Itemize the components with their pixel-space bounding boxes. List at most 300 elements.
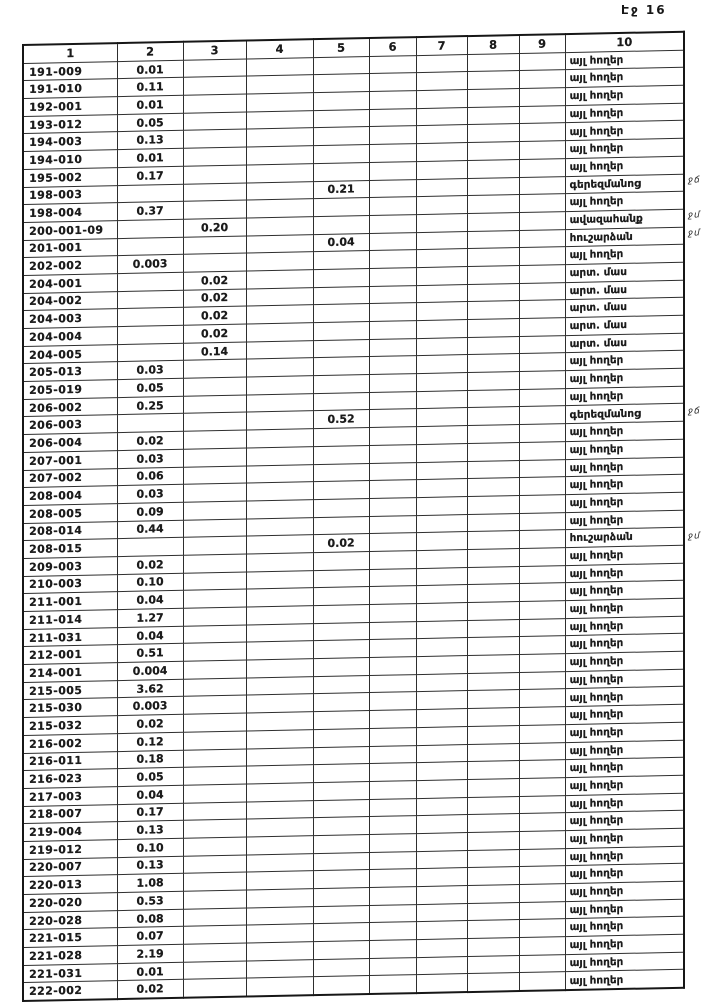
area-col9-cell: [519, 548, 565, 567]
land-type-cell: արտ. մաս: [565, 315, 684, 335]
area-col5-cell: [313, 658, 369, 677]
area-col4-cell: [246, 75, 313, 94]
area-col8-cell: [467, 902, 519, 921]
area-col6-cell: [369, 851, 416, 870]
land-type-cell: այլ հողեր: [565, 421, 684, 441]
page-number: Էջ 16: [621, 3, 667, 17]
area-col6-cell: [369, 374, 416, 393]
area-col6-cell: [369, 497, 416, 516]
area-col8-cell: [467, 159, 519, 178]
area-col5-cell: [313, 392, 369, 411]
column-header-6: 6: [369, 37, 416, 56]
area-col7-cell: [416, 426, 467, 445]
area-col9-cell: [519, 70, 565, 89]
area-col8-cell: [467, 920, 519, 939]
area-col6-cell: [369, 197, 416, 216]
area-col9-cell: [519, 937, 565, 956]
area-col9-cell: [519, 105, 565, 124]
land-type-cell: ավազահանք: [565, 209, 684, 229]
area-col7-cell: [416, 585, 467, 604]
area-col8-cell: [467, 867, 519, 886]
area-col6-cell: [369, 798, 416, 817]
area-col9-cell: [519, 618, 565, 637]
column-header-4: 4: [246, 39, 313, 59]
area-col5-cell: [313, 304, 369, 323]
column-header-5: 5: [313, 38, 369, 57]
area-col5-cell: [313, 746, 369, 765]
area-col6-cell: [369, 816, 416, 835]
area-col7-cell: [416, 620, 467, 639]
parcel-code-cell: 221-031: [23, 963, 117, 983]
parcel-code-cell: 206-004: [23, 433, 117, 453]
area-col9-cell: [519, 459, 565, 478]
area-col7-cell: [416, 373, 467, 392]
area-col2-cell: 0.17: [117, 166, 183, 185]
area-col7-cell: [416, 284, 467, 303]
area-col9-cell: [519, 441, 565, 460]
area-col2-cell: 0.53: [117, 891, 183, 910]
land-type-cell: այլ հողեր: [565, 899, 684, 919]
area-col7-cell: [416, 673, 467, 692]
area-col7-cell: [416, 974, 467, 993]
area-col6-cell: [369, 427, 416, 446]
area-col9-cell: [519, 123, 565, 142]
area-col7-cell: [416, 868, 467, 887]
area-col4-cell: [246, 128, 313, 147]
area-col9-cell: [519, 388, 565, 407]
area-col8-cell: [467, 602, 519, 621]
area-col8-cell: [467, 460, 519, 479]
area-col5-cell: [313, 92, 369, 111]
area-col9-cell: [519, 795, 565, 814]
area-col5-cell: [313, 286, 369, 305]
area-col3-cell: [183, 731, 246, 750]
area-col3-cell: [183, 147, 246, 166]
parcel-code-cell: 221-015: [23, 928, 117, 948]
area-col5-cell: [313, 605, 369, 624]
area-col4-cell: [246, 818, 313, 837]
area-col7-cell: [416, 815, 467, 834]
area-col2-cell: [117, 290, 183, 309]
area-col7-cell: [416, 143, 467, 162]
area-col4-cell: [246, 358, 313, 377]
area-col8-cell: [467, 407, 519, 426]
scanned-table-wrapper: [22, 30, 702, 1002]
area-col3-cell: [183, 660, 246, 679]
area-col5-cell: [313, 127, 369, 146]
area-col8-cell: [467, 283, 519, 302]
area-col7-cell: [416, 125, 467, 144]
area-col3-cell: [183, 536, 246, 555]
area-col6-cell: [369, 356, 416, 375]
area-col9-cell: [519, 742, 565, 761]
area-col3-cell: [183, 183, 246, 202]
area-col2-cell: 0.13: [117, 856, 183, 875]
parcel-code-cell: 200-001-09: [23, 220, 117, 240]
area-col8-cell: [467, 425, 519, 444]
land-type-cell: այլ հողեր: [565, 828, 684, 848]
area-col7-cell: [416, 638, 467, 657]
area-col5-cell: [313, 941, 369, 960]
area-col6-cell: [369, 144, 416, 163]
area-col3-cell: [183, 589, 246, 608]
area-col2-cell: 0.51: [117, 644, 183, 663]
area-col9-cell: [519, 601, 565, 620]
area-col9-cell: [519, 777, 565, 796]
area-col4-cell: [246, 906, 313, 925]
area-col8-cell: [467, 973, 519, 992]
area-col7-cell: [416, 249, 467, 268]
area-col2-cell: [117, 343, 183, 362]
area-col7-cell: [416, 726, 467, 745]
area-col8-cell: [467, 814, 519, 833]
area-col5-cell: [313, 322, 369, 341]
parcel-code-cell: 204-001: [23, 274, 117, 294]
parcel-code-cell: 211-001: [23, 592, 117, 612]
area-col3-cell: [183, 642, 246, 661]
area-col3-cell: [183, 359, 246, 378]
area-col8-cell: [467, 796, 519, 815]
area-col9-cell: [519, 724, 565, 743]
area-col4-cell: [246, 889, 313, 908]
parcel-code-cell: 205-013: [23, 362, 117, 382]
area-col7-cell: [416, 54, 467, 73]
area-col9-cell: [519, 371, 565, 390]
area-col2-cell: 0.05: [117, 378, 183, 397]
area-col4-cell: [246, 588, 313, 607]
parcel-code-cell: 219-004: [23, 822, 117, 842]
area-col4-cell: [246, 252, 313, 271]
area-col6-cell: [369, 940, 416, 959]
area-col6-cell: [369, 303, 416, 322]
area-col5-cell: 0.04: [313, 233, 369, 252]
handwritten-margin-note: ջճ: [688, 174, 701, 186]
area-col7-cell: [416, 939, 467, 958]
area-col4-cell: [246, 641, 313, 660]
area-col6-cell: [369, 533, 416, 552]
area-col6-cell: [369, 480, 416, 499]
area-col9-cell: [519, 813, 565, 832]
area-col9-cell: [519, 477, 565, 496]
parcel-code-cell: 208-014: [23, 521, 117, 541]
area-col7-cell: [416, 267, 467, 286]
area-col2-cell: 0.02: [117, 714, 183, 733]
area-col2-cell: 0.13: [117, 821, 183, 840]
area-col8-cell: [467, 513, 519, 532]
area-col7-cell: [416, 390, 467, 409]
area-col4-cell: [246, 287, 313, 306]
parcel-code-cell: 216-011: [23, 751, 117, 771]
area-col4-cell: [246, 93, 313, 112]
area-col4-cell: [246, 57, 313, 76]
area-col7-cell: [416, 355, 467, 374]
area-col8-cell: [467, 831, 519, 850]
parcel-code-cell: 215-030: [23, 698, 117, 718]
parcel-code-cell: 204-002: [23, 291, 117, 311]
area-col7-cell: [416, 921, 467, 940]
area-col3-cell: [183, 483, 246, 502]
area-col3-cell: [183, 59, 246, 78]
area-col6-cell: [369, 515, 416, 534]
area-col9-cell: [519, 211, 565, 230]
handwritten-margin-note: ջճ: [688, 406, 701, 417]
area-col4-cell: [246, 853, 313, 872]
area-col9-cell: [519, 424, 565, 443]
area-col2-cell: 0.01: [117, 962, 183, 981]
area-col3-cell: [183, 713, 246, 732]
area-col3-cell: [183, 749, 246, 768]
area-col9-cell: [519, 158, 565, 177]
area-col4-cell: [246, 942, 313, 961]
parcel-code-cell: 201-001: [23, 238, 117, 258]
land-type-cell: այլ հողեր: [565, 793, 684, 813]
area-col9-cell: [519, 654, 565, 673]
area-col7-cell: [416, 160, 467, 179]
land-type-cell: այլ հողեր: [565, 581, 684, 601]
area-col7-cell: [416, 196, 467, 215]
area-col9-cell: [519, 848, 565, 867]
area-col2-cell: 0.09: [117, 502, 183, 521]
area-col5-cell: [313, 109, 369, 128]
area-col5-cell: [313, 817, 369, 836]
area-col2-cell: 0.01: [117, 95, 183, 114]
parcel-code-cell: 217-003: [23, 786, 117, 806]
land-type-cell: այլ հողեր: [565, 740, 684, 760]
area-col5-cell: [313, 215, 369, 234]
parcel-code-cell: 195-002: [23, 167, 117, 187]
parcel-code-cell: 218-007: [23, 804, 117, 824]
land-type-cell: այլ հողեր: [565, 439, 684, 459]
parcel-code-cell: 221-028: [23, 946, 117, 966]
area-col4-cell: [246, 800, 313, 819]
area-col5-cell: [313, 852, 369, 871]
area-col9-cell: [519, 406, 565, 425]
area-col4-cell: [246, 464, 313, 483]
area-col5-cell: [313, 162, 369, 181]
area-col4-cell: [246, 871, 313, 890]
area-col3-cell: [183, 430, 246, 449]
area-col4-cell: [246, 694, 313, 713]
area-col5-cell: [313, 834, 369, 853]
area-col7-cell: [416, 656, 467, 675]
area-col4-cell: [246, 340, 313, 359]
land-type-cell: այլ հողեր: [565, 634, 684, 654]
area-col5-cell: [313, 976, 369, 995]
area-col2-cell: 0.01: [117, 148, 183, 167]
parcel-code-cell: 211-014: [23, 610, 117, 630]
area-col7-cell: [416, 567, 467, 586]
area-col7-cell: [416, 213, 467, 232]
area-col5-cell: [313, 498, 369, 517]
area-col8-cell: [467, 955, 519, 974]
area-col8-cell: [467, 230, 519, 249]
area-col4-cell: [246, 482, 313, 501]
parcel-code-cell: 205-019: [23, 380, 117, 400]
area-col3-cell: [183, 94, 246, 113]
area-col9-cell: [519, 300, 565, 319]
area-col2-cell: 0.03: [117, 449, 183, 468]
area-col8-cell: [467, 248, 519, 267]
land-type-cell: այլ հողեր: [565, 598, 684, 618]
area-col6-cell: [369, 674, 416, 693]
parcel-code-cell: 215-005: [23, 680, 117, 700]
area-col3-cell: [183, 695, 246, 714]
handwritten-margin-note: ջմ: [688, 210, 701, 221]
area-col9-cell: [519, 760, 565, 779]
area-col4-cell: [246, 163, 313, 182]
area-col6-cell: [369, 391, 416, 410]
land-type-cell: այլ հողեր: [565, 810, 684, 830]
land-type-cell: այլ հողեր: [565, 917, 684, 937]
area-col6-cell: [369, 657, 416, 676]
area-col2-cell: 0.25: [117, 396, 183, 415]
area-col2-cell: 0.04: [117, 591, 183, 610]
parcel-code-cell: 204-003: [23, 309, 117, 329]
area-col2-cell: 1.08: [117, 874, 183, 893]
parcel-code-cell: 220-007: [23, 857, 117, 877]
parcel-code-cell: 220-020: [23, 893, 117, 913]
area-col7-cell: [416, 886, 467, 905]
area-col6-cell: [369, 250, 416, 269]
area-col5-cell: [313, 958, 369, 977]
area-col8-cell: [467, 212, 519, 231]
area-col4-cell: [246, 217, 313, 236]
area-col3-cell: [183, 129, 246, 148]
area-col7-cell: [416, 107, 467, 126]
area-col6-cell: [369, 869, 416, 888]
area-col8-cell: [467, 690, 519, 709]
area-col7-cell: [416, 691, 467, 710]
area-col3-cell: 0.02: [183, 289, 246, 308]
area-col6-cell: [369, 321, 416, 340]
area-col8-cell: [467, 354, 519, 373]
parcel-code-cell: 210-003: [23, 574, 117, 594]
land-type-cell: այլ հողեր: [565, 616, 684, 636]
area-col9-cell: [519, 176, 565, 195]
area-col5-cell: [313, 145, 369, 164]
land-type-cell: այլ հողեր: [565, 156, 684, 176]
area-col2-cell: 0.10: [117, 573, 183, 592]
area-col8-cell: [467, 725, 519, 744]
area-col9-cell: [519, 919, 565, 938]
area-col7-cell: [416, 779, 467, 798]
land-type-cell: այլ հողեր: [565, 704, 684, 724]
column-header-8: 8: [467, 35, 519, 54]
area-col5-cell: [313, 693, 369, 712]
parcel-code-cell: 191-010: [23, 79, 117, 99]
area-col2-cell: 2.19: [117, 944, 183, 963]
area-col3-cell: [183, 819, 246, 838]
area-col6-cell: [369, 161, 416, 180]
area-col9-cell: [519, 689, 565, 708]
area-col4-cell: [246, 305, 313, 324]
area-col7-cell: [416, 833, 467, 852]
area-col5-cell: [313, 711, 369, 730]
parcel-code-cell: 211-031: [23, 627, 117, 647]
area-col4-cell: [246, 836, 313, 855]
area-col8-cell: [467, 265, 519, 284]
area-col4-cell: [246, 446, 313, 465]
area-col3-cell: 0.20: [183, 218, 246, 237]
area-col2-cell: 0.06: [117, 467, 183, 486]
area-col3-cell: [183, 236, 246, 255]
area-col2-cell: 0.004: [117, 661, 183, 680]
land-type-cell: այլ հողեր: [565, 50, 684, 70]
area-col9-cell: [519, 831, 565, 850]
area-col9-cell: [519, 530, 565, 549]
parcel-code-cell: 219-012: [23, 840, 117, 860]
area-col2-cell: 0.003: [117, 697, 183, 716]
area-col3-cell: [183, 766, 246, 785]
area-col3-cell: [183, 377, 246, 396]
land-type-cell: արտ. մաս: [565, 298, 684, 318]
area-col4-cell: [246, 535, 313, 554]
area-col7-cell: [416, 797, 467, 816]
parcel-code-cell: 209-003: [23, 557, 117, 577]
handwritten-margin-note: ջմ: [688, 530, 701, 542]
land-type-cell: այլ հողեր: [565, 775, 684, 795]
land-type-cell: այլ հողեր: [565, 386, 684, 406]
area-col3-cell: [183, 76, 246, 95]
area-col6-cell: [369, 586, 416, 605]
area-col4-cell: [246, 181, 313, 200]
area-col5-cell: [313, 445, 369, 464]
area-col6-cell: [369, 551, 416, 570]
area-col3-cell: [183, 978, 246, 997]
area-col2-cell: 0.37: [117, 201, 183, 220]
area-col5-cell: [313, 375, 369, 394]
area-col4-cell: [246, 234, 313, 253]
area-col4-cell: [246, 676, 313, 695]
area-col3-cell: [183, 678, 246, 697]
area-col2-cell: 3.62: [117, 679, 183, 698]
area-col9-cell: [519, 707, 565, 726]
area-col3-cell: [183, 908, 246, 927]
area-col7-cell: [416, 956, 467, 975]
column-header-10: 10: [565, 32, 684, 53]
area-col8-cell: [467, 389, 519, 408]
area-col5-cell: [313, 888, 369, 907]
area-col8-cell: [467, 53, 519, 72]
area-col6-cell: [369, 692, 416, 711]
land-type-cell: գերեզմանոց: [565, 174, 684, 194]
area-col3-cell: [183, 200, 246, 219]
area-col6-cell: [369, 745, 416, 764]
area-col9-cell: [519, 335, 565, 354]
area-col4-cell: [246, 729, 313, 748]
area-col2-cell: 0.04: [117, 626, 183, 645]
area-col6-cell: [369, 957, 416, 976]
area-col6-cell: [369, 338, 416, 357]
area-col9-cell: [519, 88, 565, 107]
area-col7-cell: [416, 72, 467, 91]
area-col5-cell: [313, 198, 369, 217]
area-col5-cell: [313, 622, 369, 641]
area-col3-cell: [183, 961, 246, 980]
area-col9-cell: [519, 884, 565, 903]
land-type-cell: այլ հողեր: [565, 492, 684, 512]
area-col4-cell: [246, 429, 313, 448]
area-col8-cell: [467, 761, 519, 780]
area-col7-cell: [416, 532, 467, 551]
area-col3-cell: [183, 572, 246, 591]
area-col6-cell: [369, 710, 416, 729]
land-type-cell: այլ հողեր: [565, 545, 684, 565]
land-type-cell: այլ հողեր: [565, 934, 684, 954]
area-col8-cell: [467, 89, 519, 108]
area-col5-cell: [313, 251, 369, 270]
area-col3-cell: 0.02: [183, 271, 246, 290]
